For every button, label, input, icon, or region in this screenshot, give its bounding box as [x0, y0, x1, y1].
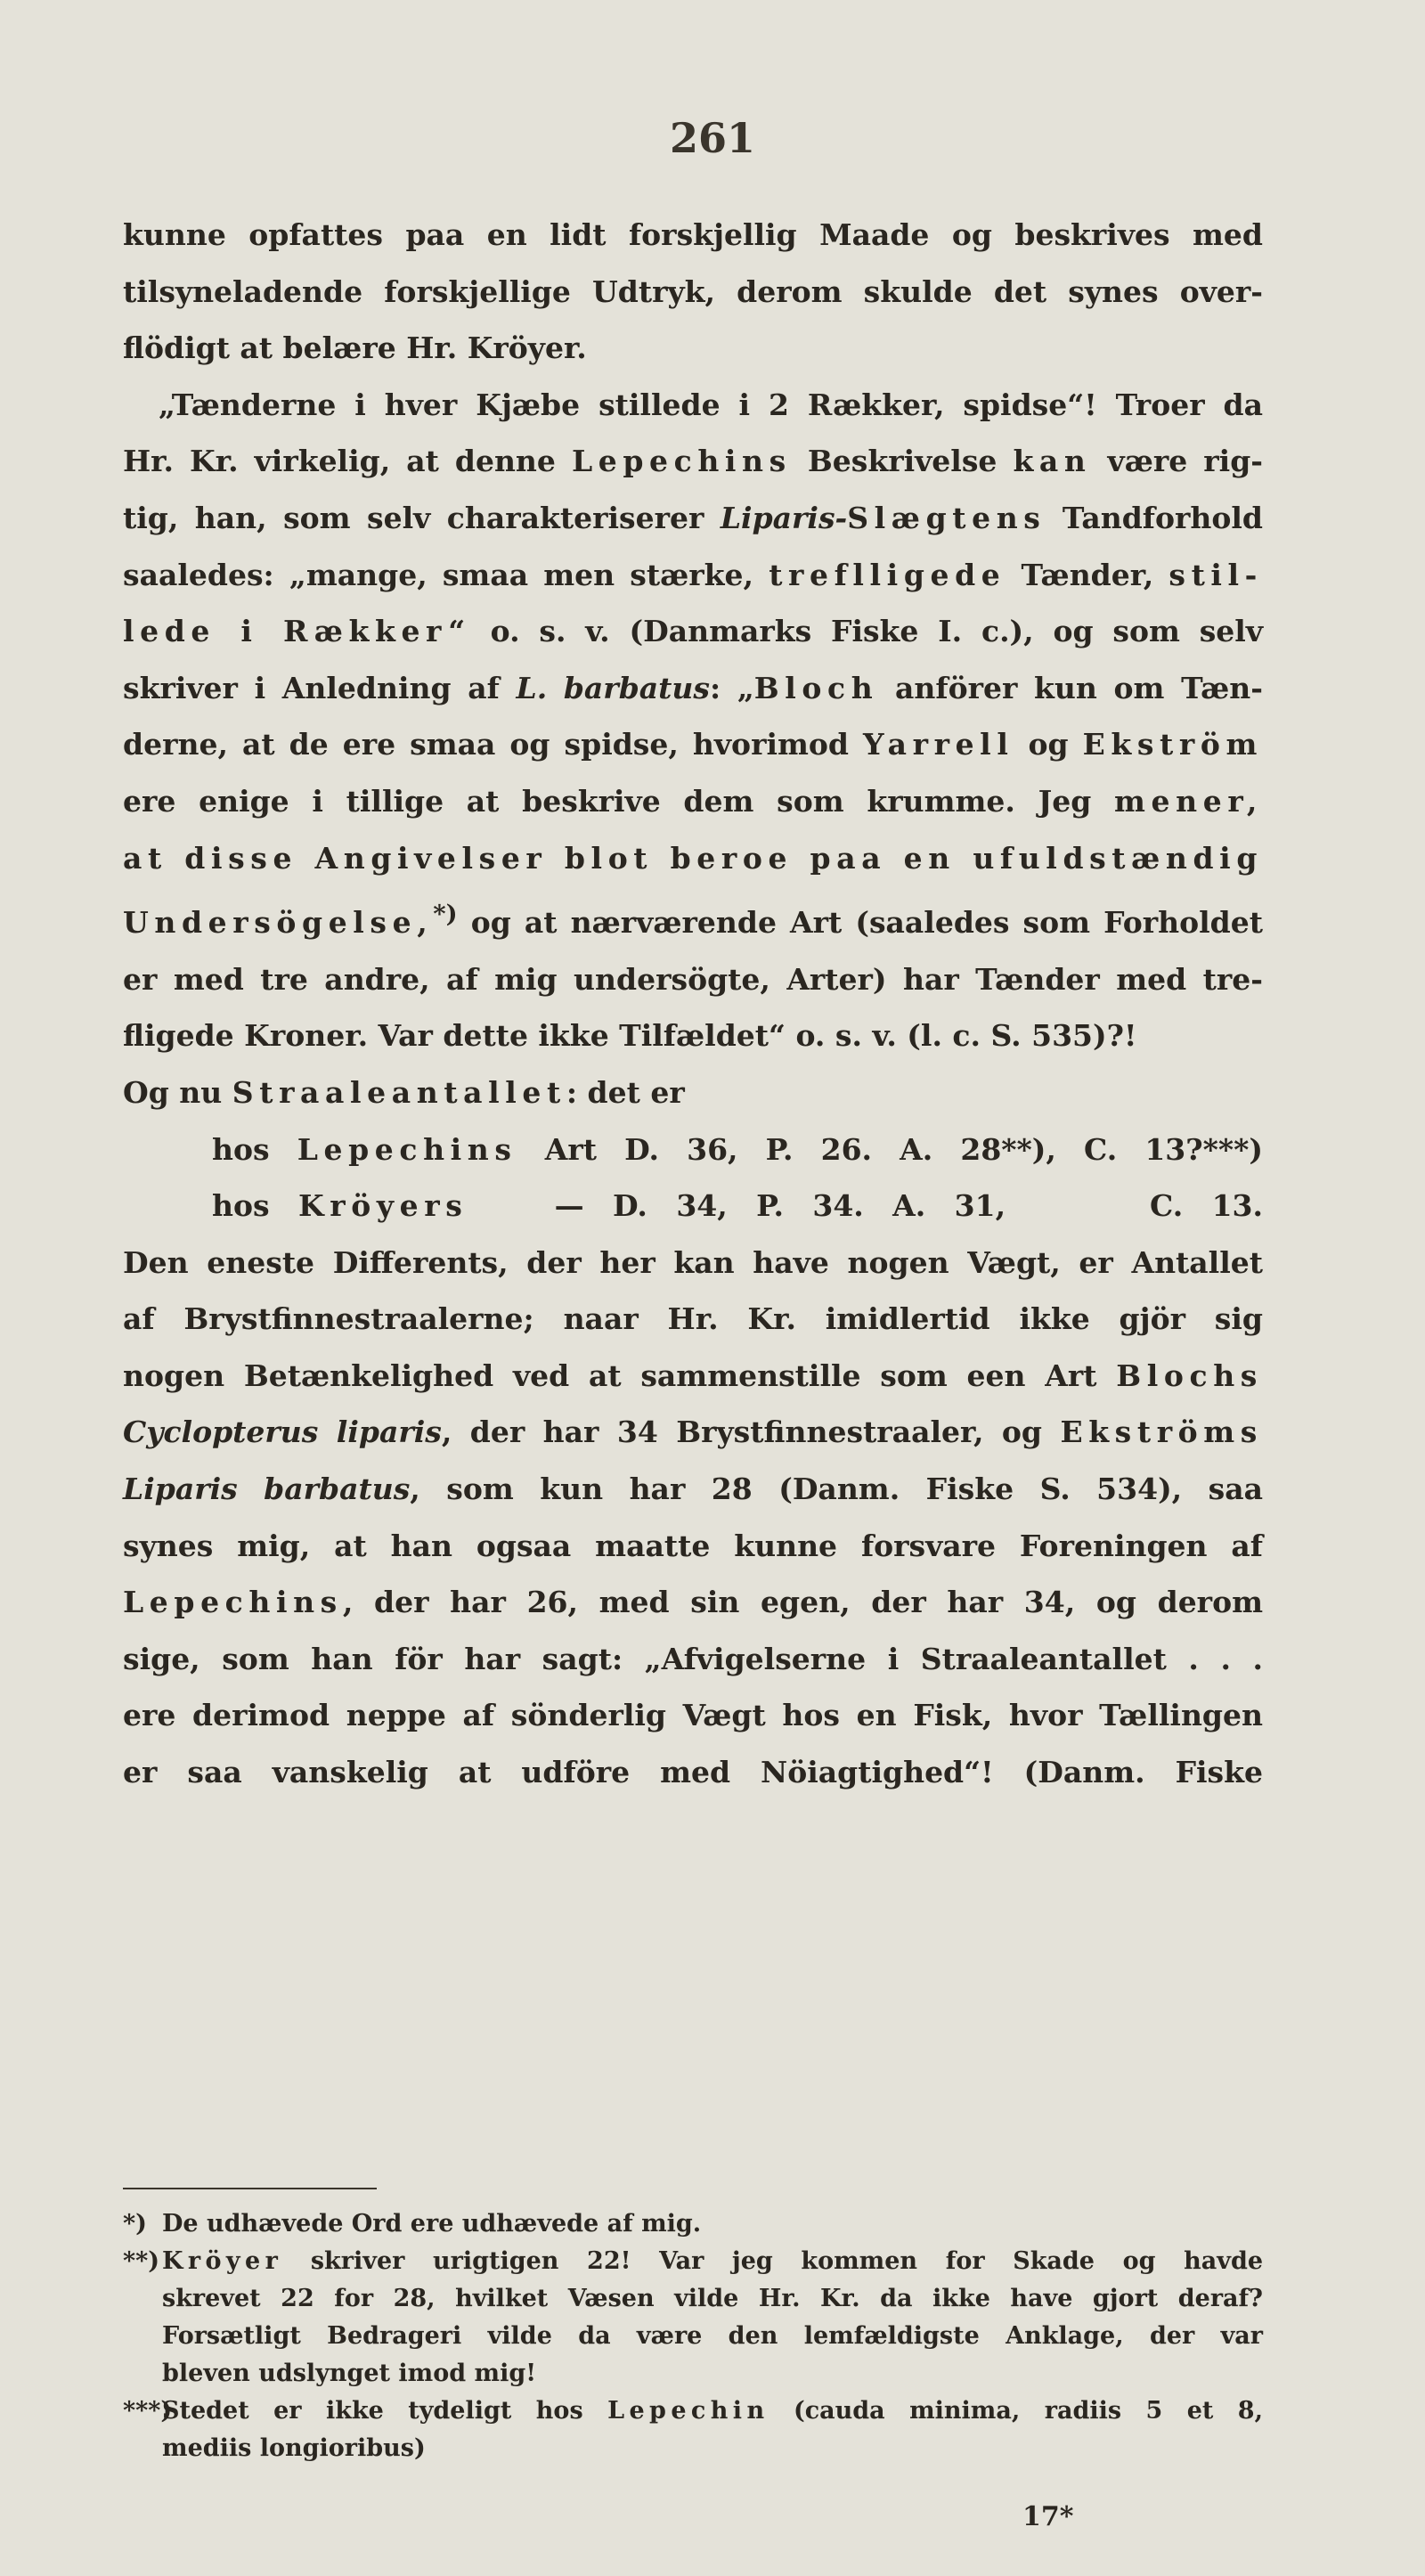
text-line: flödigt at belære Hr. Kröyer.	[123, 330, 587, 366]
text-line: Og nu Straaleantallet: det er	[123, 1074, 685, 1110]
footnote-line: Forsætligt Bedrageri vilde da være den lemfældigste Anklage, der var	[162, 2322, 1263, 2350]
page-number: 261	[669, 114, 756, 162]
text-line: sige, som han för har sagt: „Afvigelserne i Straaleantallet . . .	[123, 1641, 1263, 1676]
formula-line: hos Kröyers — D. 34, P. 34. A. 31, C. 13.	[212, 1188, 1264, 1224]
text-line: Cyclopterus liparis, der har 34 Brystfinnestraaler, og Ekströms	[123, 1414, 1263, 1450]
text-line: er med tre andre, af mig undersögte, Arter) har Tænder med tre-	[123, 961, 1263, 997]
text-line: lede i Rækker“ o. s. v. (Danmarks Fiske I. c.), og som selv	[123, 614, 1263, 649]
printer-signature: 17*	[1022, 2501, 1074, 2532]
formula-line: hos Lepechins Art D. 36, P. 26. A. 28**), C. 13?***)	[212, 1131, 1263, 1167]
text-line: ere enige i tillige at beskrive dem som krumme. Jeg mener,	[123, 783, 1263, 819]
footnote-divider	[123, 2188, 377, 2189]
text-line: Den eneste Differents, der her kan have nogen Vægt, er Antallet	[123, 1244, 1263, 1280]
text-line: nogen Betænkelighed ved at sammenstille som een Art Blochs	[123, 1357, 1263, 1393]
text-line: Lepechins, der har 26, med sin egen, der har 34, og derom	[123, 1585, 1263, 1620]
text-line: kunne opfattes paa en lidt forskjellig Maade og beskrives med	[123, 217, 1263, 252]
footnote: ***)Stedet er ikke tydeligt hos Lepechin (cauda minima, radiis 5 et 8,	[123, 2397, 1263, 2425]
text-line: Undersögelse,*) og at nærværende Art (saaledes som Forholdet	[123, 900, 1263, 941]
text-line: Liparis barbatus, som kun har 28 (Danm. Fiske S. 534), saa	[123, 1471, 1263, 1507]
footnote-line: skrevet 22 for 28, hvilket Væsen vilde Hr. Kr. da ikke have gjort deraf?	[162, 2285, 1263, 2312]
text-line: af Brystfinnestraalerne; naar Hr. Kr. imidlertid ikke gjör sig	[123, 1301, 1263, 1337]
footnote-line: bleven udslynget imod mig!	[162, 2360, 537, 2387]
text-line: Hr. Kr. virkelig, at denne Lepechins Beskrivelse kan være rig-	[123, 444, 1263, 479]
text-line: saaledes: „mange, smaa men stærke, treflligede Tænder, stil-	[123, 557, 1263, 592]
text-line: skriver i Anledning af L. barbatus: „Bloch anförer kun om Tæn-	[123, 670, 1263, 705]
footnotes	[123, 2205, 1263, 2467]
text-line: fligede Kroner. Var dette ikke Tilfældet“ o. s. v. (l. c. S. 535)?!	[123, 1018, 1137, 1054]
main-text	[123, 207, 1263, 1801]
text-line: tig, han, som selv charakteriserer Liparis-Slægtens Tandforhold	[123, 500, 1263, 535]
footnote: **) Kröyer skriver urigtigen 22! Var jeg kommen for Skade og havde	[123, 2247, 1263, 2275]
text-line: derne, at de ere smaa og spidse, hvorimod Yarrell og Ekström	[123, 727, 1263, 762]
text-line: synes mig, at han ogsaa maatte kunne forsvare Foreningen af	[123, 1528, 1263, 1563]
text-line: tilsyneladende forskjellige Udtryk, derom skulde det synes over-	[123, 273, 1263, 309]
text-line: „Tænderne i hver Kjæbe stillede i 2 Rækker, spidse“! Troer da	[159, 387, 1263, 422]
footnote-line: mediis longioribus)	[162, 2434, 426, 2462]
text-line: ere derimod neppe af sönderlig Vægt hos en Fisk, hvor Tællingen	[123, 1698, 1263, 1733]
footnote: *) De udhævede Ord ere udhævede af mig.	[123, 2210, 702, 2238]
text-line: at disse Angivelser blot beroe paa en ufuldstændig	[123, 840, 1263, 876]
text-line: er saa vanskelig at udföre med Nöiagtighed“! (Danm. Fiske	[123, 1755, 1263, 1790]
